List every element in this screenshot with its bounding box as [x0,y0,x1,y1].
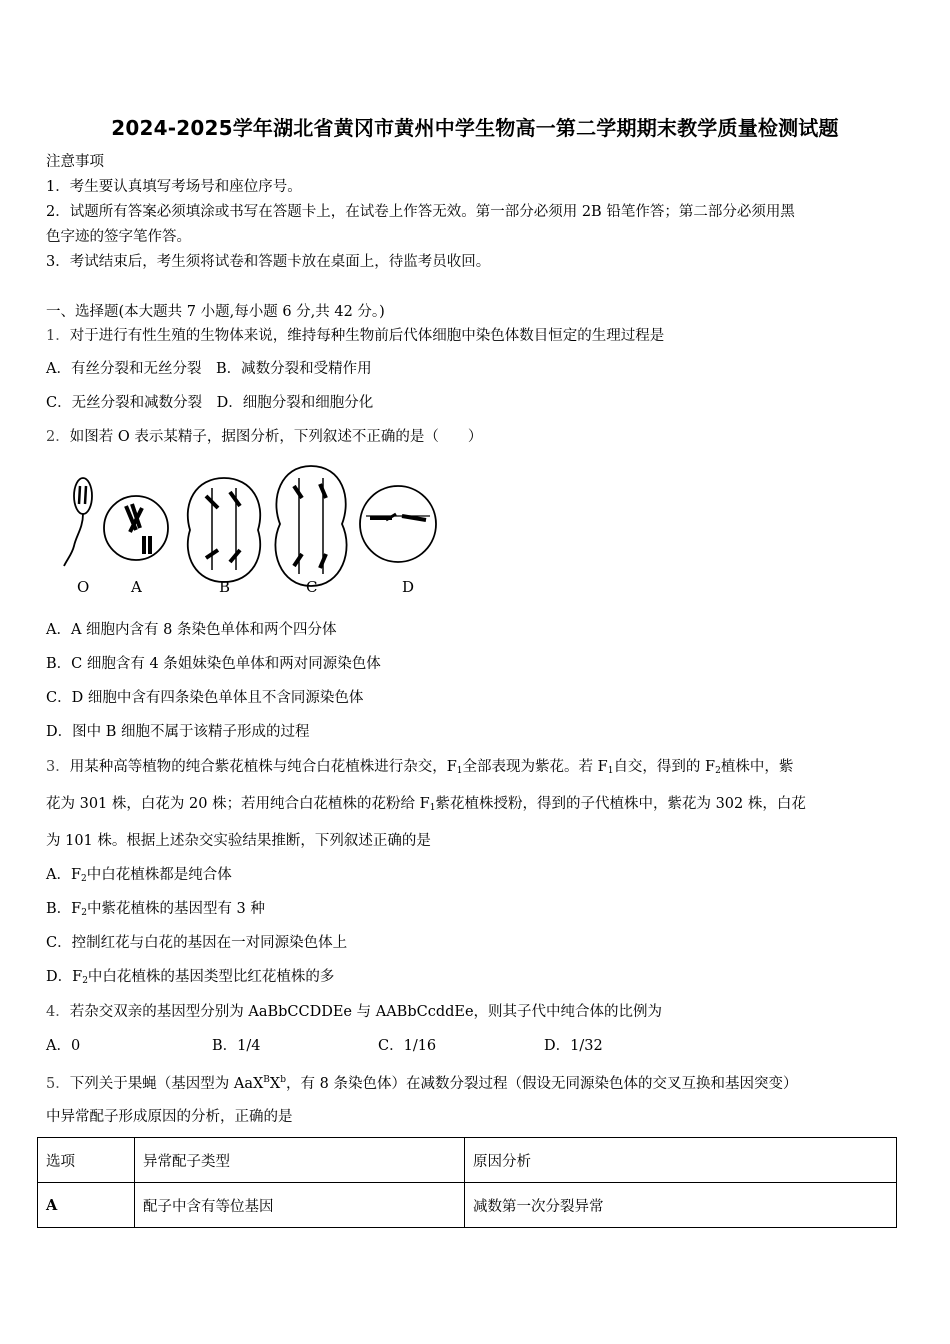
q3-text: 花为 301 株，白花为 20 株；若用纯合白花植株的花粉给 F [46,796,430,812]
table-header-cell: 选项 [38,1138,135,1183]
subscript: 1 [607,766,614,776]
q4-option-c: C．1/16 [378,1038,437,1054]
q3-text: 自交，得到的 F [613,759,716,775]
subscript: 1 [429,803,436,813]
q2-option-d: D．图中 B 细胞不属于该精子形成的过程 [46,724,310,740]
q3-text: D．F [46,969,83,985]
q3-option-b [46,899,265,923]
q5-table [37,1137,897,1228]
subscript: 2 [82,976,88,986]
subscript: 2 [81,874,87,884]
notice-item-2-cont: 色字迹的签字笔作答。 [46,229,191,245]
cell-A [104,496,168,560]
q3-text: 用某种高等植物的纯合紫花植株与纯合白花植株进行杂交，F [69,759,457,775]
q5-text: X [269,1076,281,1092]
cell-B [188,478,260,582]
notice-item-3: 3．考试结束后，考生须将试卷和答题卡放在桌面上，待监考员收回。 [46,254,491,270]
table-header-row [38,1138,897,1183]
q2-stem [46,427,482,447]
q3-text: 植株中，紫 [720,759,794,775]
table-header-cell: 原因分析 [465,1138,897,1183]
figure-label-B: B [219,578,231,596]
q1-options-row-2: C．无丝分裂和减数分裂 D．细胞分裂和细胞分化 [46,395,374,411]
q4-options [46,1036,710,1056]
q4-option-b: B．1/4 [212,1038,261,1054]
q4-option-d: D．1/32 [544,1038,603,1054]
sperm-cell-O [64,478,92,566]
q1-options-row-1: A．有丝分裂和无丝分裂 B．减数分裂和受精作用 [46,361,372,377]
q3-stem-line-1 [46,757,793,781]
q3-text: 全部表现为紫花。若 F [462,759,608,775]
q5-text: 下列关于果蝇（基因型为 AaX [69,1076,264,1092]
q5-stem-line-2: 中异常配子形成原因的分析，正确的是 [46,1109,293,1125]
q3-option-c: C．控制红花与白花的基因在一对同源染色体上 [46,935,348,951]
q3-text: 紫花植株授粉，得到的子代植株中，紫花为 302 株，白花 [435,796,806,812]
subscript: 2 [715,766,721,776]
q1-stem-text: 对于进行有性生殖的生物体来说，维持每种生物前后代体细胞中染色体数目恒定的生理过程是 [69,328,665,344]
q3-text: A．F [46,867,82,883]
q3-text: B．F [46,901,82,917]
table-header-cell: 异常配子类型 [135,1138,465,1183]
q4-number: 4． [46,1004,70,1020]
q1-stem [46,326,664,346]
cell-D [360,486,436,562]
q3-text: 中紫花植株的基因型有 3 种 [86,901,265,917]
q3-option-a [46,865,232,889]
notice-item-1: 1．考生要认真填写考场号和座位序号。 [46,179,302,195]
superscript: B [263,1075,270,1085]
figure-label-O: O [77,578,90,596]
cell-C [275,466,346,586]
q2-option-b: B．C 细胞含有 4 条姐妹染色单体和两对同源染色体 [46,656,381,672]
table-cell: A [38,1183,135,1228]
q4-stem-text: 若杂交双亲的基因型分别为 AaBbCCDDEe 与 AABbCcddEe，则其子代中纯合体的比例为 [69,1004,663,1020]
table-row [38,1183,897,1228]
table-cell: 减数第一次分裂异常 [465,1183,897,1228]
q1-number: 1． [46,328,70,344]
q2-option-a: A．A 细胞内含有 8 条染色单体和两个四分体 [46,622,337,638]
q3-stem-line-2 [46,794,806,818]
q3-stem-line-3: 为 101 株。根据上述杂交实验结果推断，下列叙述正确的是 [46,833,431,849]
q5-text: ，有 8 条染色体）在减数分裂过程（假设无同源染色体的交叉互换和基因突变） [286,1076,798,1092]
figure-label-D: D [402,578,415,596]
q4-option-a: A．0 [46,1038,81,1054]
figure-label-A: A [131,578,142,596]
notice-item-2: 2．试题所有答案必须填涂或书写在答题卡上，在试卷上作答无效。第一部分必须用 2B 铅笔作答；第二部分必须用黑 [46,204,795,220]
subscript: 2 [81,908,87,918]
notice-heading: 注意事项 [46,154,104,170]
page-title: 2024-2025学年湖北省黄冈市黄州中学生物高一第二学期期末教学质量检测试题 [111,116,839,140]
table-cell: 配子中含有等位基因 [135,1183,465,1228]
q5-stem-line-1 [46,1070,797,1094]
cell-diagram [56,458,446,598]
q3-text: 中白花植株都是纯合体 [86,867,232,883]
q2-stem-text: 如图若 O 表示某精子，据图分析，下列叙述不正确的是（ ） [69,429,483,445]
q5-number: 5． [46,1076,70,1092]
q2-number: 2． [46,429,70,445]
q2-cell-figure [56,458,446,598]
q2-option-c: C．D 细胞中含有四条染色单体且不含同源染色体 [46,690,364,706]
q3-option-d [46,967,334,991]
superscript: b [280,1075,287,1085]
section-heading: 一、选择题(本大题共 7 小题,每小题 6 分,共 42 分。) [46,304,385,320]
subscript: 1 [456,766,463,776]
q4-stem [46,1002,662,1022]
q3-number: 3． [46,759,70,775]
figure-label-C: C [306,578,318,596]
q3-text: 中白花植株的基因类型比红花植株的多 [87,969,335,985]
